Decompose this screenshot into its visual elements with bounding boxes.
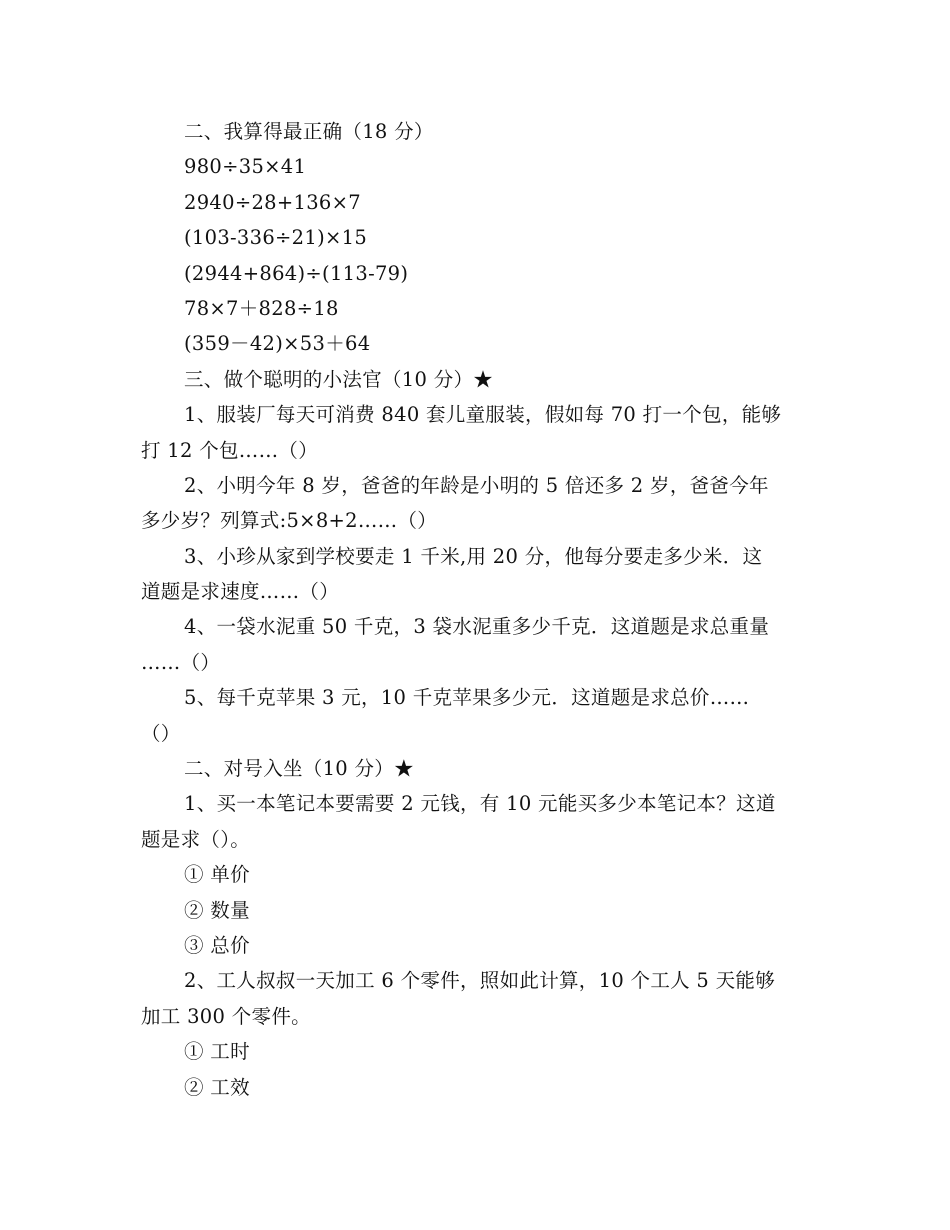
judge-item-3-line2: 道题是求速度……（） [141,580,339,604]
judge-item-2-line1: 2、小明今年 8 岁，爸爸的年龄是小明的 5 倍还多 2 岁，爸爸今年 [184,473,769,497]
judge-item-4-line1: 4、一袋水泥重 50 千克，3 袋水泥重多少千克．这道题是求总重量 [184,615,770,639]
calc-item-2: 2940÷28+136×7 [184,190,361,214]
choice-q1-option-3: ③ 总价 [184,933,250,957]
judge-item-3-line1: 3、小珍从家到学校要走 1 千米,用 20 分，他每分要走多少米．这 [184,544,763,568]
section-title-calculation: 二、我算得最正确（18 分） [184,120,434,143]
choice-q1-line1: 1、买一本笔记本要需要 2 元钱，有 10 元能买多少本笔记本？这道 [184,792,776,816]
section-title-choice: 二、对号入坐（10 分）★ [184,757,414,781]
judge-item-1-line2: 打 12 个包……（） [141,438,319,462]
choice-q2-line1: 2、工人叔叔一天加工 6 个零件，照如此计算，10 个工人 5 天能够 [184,969,776,993]
calc-item-5: 78×7＋828÷18 [184,296,339,320]
judge-item-2-line2: 多少岁？列算式:5×8+2……（） [141,509,438,533]
choice-q2-option-1: ① 工时 [184,1040,250,1064]
choice-q1-line2: 题是求（）。 [141,827,251,851]
document-body [141,114,813,1105]
choice-q2-option-2: ② 工效 [184,1075,250,1099]
judge-item-5-line1: 5、每千克苹果 3 元，10 千克苹果多少元．这道题是求总价…… [184,686,750,710]
choice-q1-option-2: ② 数量 [184,898,250,922]
calc-item-3: (103-336÷21)×15 [184,226,368,250]
choice-q2-line2: 加工 300 个零件。 [141,1004,311,1028]
judge-item-4-line2: ……（） [141,650,221,674]
section-title-judge: 三、做个聪明的小法官（10 分）★ [184,367,494,391]
judge-item-5-line2: （） [141,721,181,745]
calc-item-6: (359－42)×53＋64 [184,332,371,356]
choice-q1-option-1: ① 单价 [184,863,250,887]
calc-item-1: 980÷35×41 [184,155,307,179]
calc-item-4: (2944+864)÷(113-79) [184,261,409,285]
judge-item-1-line1: 1、服装厂每天可消费 840 套儿童服装，假如每 70 打一个包，能够 [184,403,782,427]
